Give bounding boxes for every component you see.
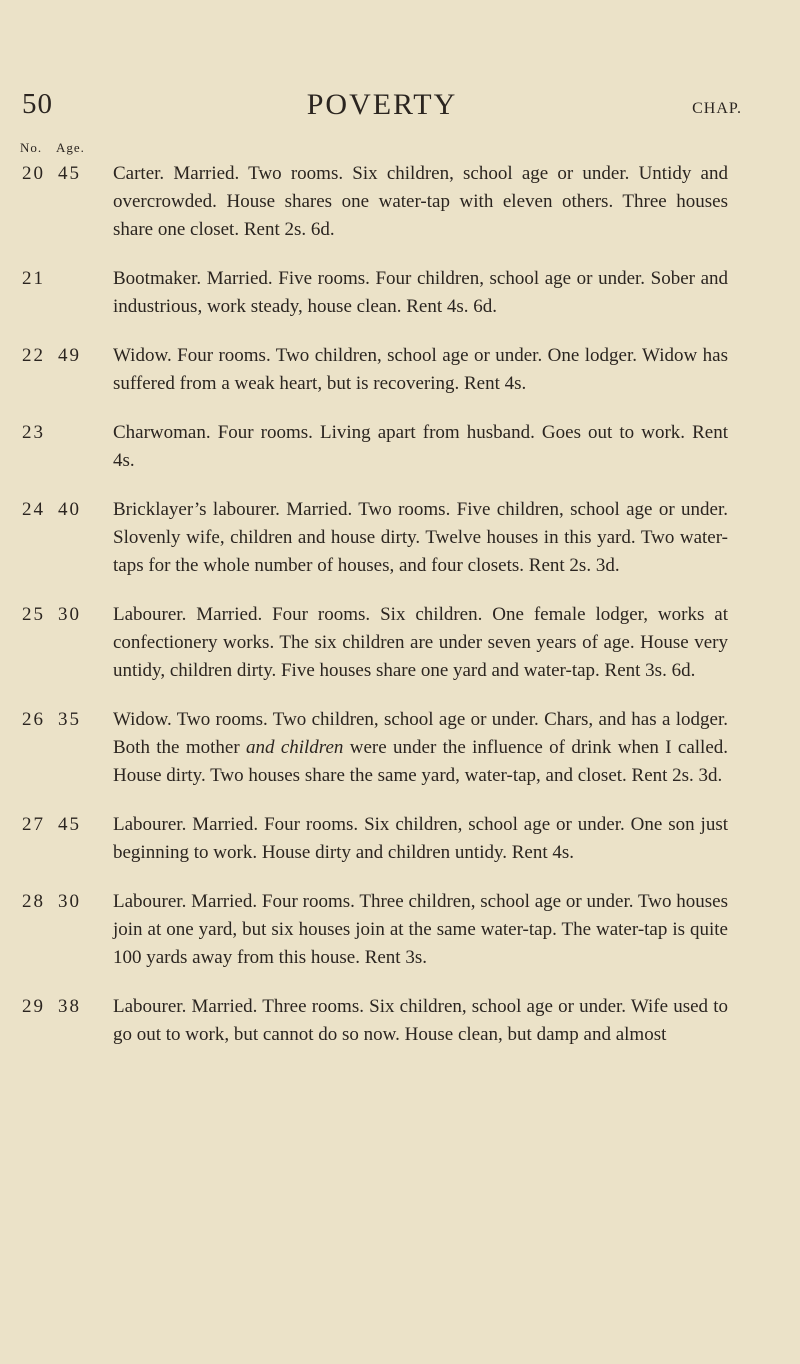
entry-list [0, 160, 800, 1070]
entry-22 [0, 342, 800, 398]
entry-number: 21 [22, 268, 45, 289]
entry-description: Carter. Married. Two rooms. Six children, school age or under. Untidy and overcrowded. House shares one water-tap with eleven others. Three houses share one closet. Rent 2s. 6d. [113, 163, 728, 240]
entry-description: Labourer. Married. Four rooms. Six children. One female lodger, works at confectionery works. The six children are under seven years of age. House very untidy, children dirty. Five houses share one yard and water-tap. Rent 3s. 6d. [113, 604, 728, 681]
entry-description: Labourer. Married. Four rooms. Six children, school age or under. One son just beginning to work. House dirty and children untidy. Rent 4s. [113, 814, 728, 863]
entry-27 [0, 811, 800, 867]
entry-20 [0, 160, 800, 244]
entry-age: 49 [58, 345, 81, 366]
running-title: POVERTY [306, 88, 458, 121]
entry-text-italic: and children [245, 737, 344, 758]
entry-number: 20 [22, 163, 45, 184]
page-number: 50 [22, 88, 53, 120]
entry-age: 45 [58, 814, 81, 835]
entry-age: 30 [58, 604, 81, 625]
entry-24 [0, 496, 800, 580]
entry-number: 24 [22, 499, 45, 520]
entry-text-before: Widow. Two rooms. Two children, school age or under. Chars, and has a lodger. Both the mother [113, 709, 728, 758]
entry-number: 28 [22, 891, 45, 912]
entry-description: Labourer. Married. Three rooms. Six children, school age or under. Wife used to go out to work, but cannot do so now. House clean, but damp and almost [113, 996, 728, 1045]
entry-29 [0, 993, 800, 1049]
entry-description: Bricklayer’s labourer. Married. Two rooms. Five children, school age or under. Slovenly wife, children and house dirty. Twelve houses in this yard. Two water-taps for the whole number of houses, and four closets. Rent 2s. 3d. [113, 499, 728, 576]
entry-age: 40 [58, 499, 81, 520]
page-header [22, 88, 742, 128]
entry-number: 27 [22, 814, 45, 835]
entry-21 [0, 265, 800, 321]
entry-number: 22 [22, 345, 45, 366]
entry-description: Labourer. Married. Four rooms. Three children, school age or under. Two houses join at one yard, but six houses join at the same water-tap. The water-tap is quite 100 yards away from this house. Rent 3s. [113, 891, 728, 968]
entry-number: 26 [22, 709, 45, 730]
entry-age: 30 [58, 891, 81, 912]
entry-number: 25 [22, 604, 45, 625]
column-header-age: Age. [56, 140, 85, 155]
entry-age: 45 [58, 163, 81, 184]
entry-description: Bootmaker. Married. Five rooms. Four children, school age or under. Sober and industrious, work steady, house clean. Rent 4s. 6d. [113, 268, 728, 317]
entry-26 [0, 706, 800, 790]
chapter-label: CHAP. [692, 100, 742, 117]
entry-number: 29 [22, 996, 45, 1017]
entry-28 [0, 888, 800, 972]
entry-description [113, 706, 728, 790]
entry-age: 35 [58, 709, 81, 730]
entry-23 [0, 419, 800, 475]
entry-age: 38 [58, 996, 81, 1017]
column-header-no: No. [20, 140, 43, 155]
entry-number: 23 [22, 422, 45, 443]
entry-25 [0, 601, 800, 685]
entry-description: Widow. Four rooms. Two children, school age or under. One lodger. Widow has suffered from a weak heart, but is recovering. Rent 4s. [113, 345, 728, 394]
entry-description: Charwoman. Four rooms. Living apart from husband. Goes out to work. Rent 4s. [113, 422, 728, 471]
entry-text-after: were under the influence of drink when I called. House dirty. Two houses share the same yard, water-tap, and closet. Rent 2s. 3d. [113, 737, 729, 786]
